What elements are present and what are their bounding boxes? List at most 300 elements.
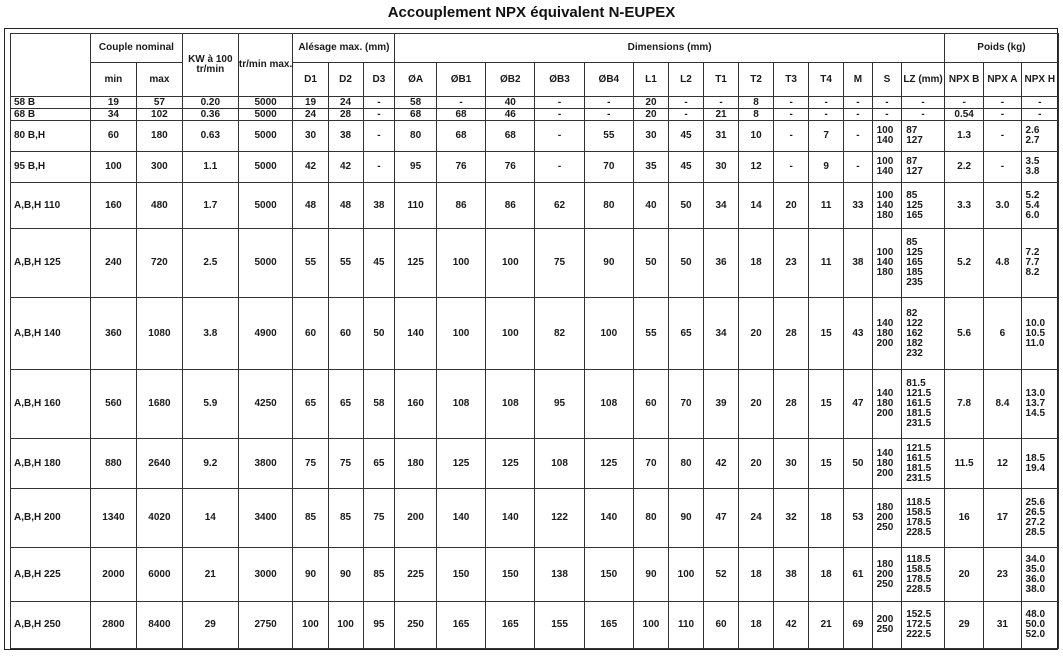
table-cell: 90 xyxy=(633,548,668,602)
table-row xyxy=(11,548,1059,602)
table-cell: 82 122 162 182 232 xyxy=(902,298,945,370)
table-cell: 30 xyxy=(293,121,328,152)
table-cell: 32 xyxy=(774,489,809,548)
table-cell: 5000 xyxy=(238,152,293,183)
table-cell: 18 xyxy=(809,548,844,602)
table-cell: 140 xyxy=(584,489,633,548)
table-cell: 16 xyxy=(944,489,983,548)
subheader-min: min xyxy=(90,63,136,97)
table-cell: 90 xyxy=(584,229,633,298)
subheader-ob2: ØB2 xyxy=(486,63,535,97)
table-cell: 48.0 50.0 52.0 xyxy=(1021,602,1058,649)
row-label-cell: A,B,H 250 xyxy=(11,602,91,649)
table-cell: 165 xyxy=(436,602,485,649)
table-cell: 2800 xyxy=(90,602,136,649)
table-cell: 60 xyxy=(704,602,739,649)
table-cell: 24 xyxy=(328,97,363,109)
header-poids: Poids (kg) xyxy=(944,34,1058,63)
table-cell: - xyxy=(669,109,704,121)
table-cell: 18.5 19.4 xyxy=(1021,439,1058,489)
table-cell: 15 xyxy=(809,370,844,439)
table-row xyxy=(11,152,1059,183)
table-cell: 68 xyxy=(395,109,437,121)
table-cell: 0.54 xyxy=(944,109,983,121)
table-cell: 100 xyxy=(293,602,328,649)
table-cell: 19 xyxy=(90,97,136,109)
table-cell: 15 xyxy=(809,298,844,370)
table-cell: 100 xyxy=(328,602,363,649)
table-cell: - xyxy=(774,97,809,109)
table-cell: 160 xyxy=(90,183,136,229)
table-cell: 50 xyxy=(633,229,668,298)
table-cell: 20 xyxy=(633,109,668,121)
header-trmin: tr/min max. xyxy=(238,34,293,97)
table-cell: 15 xyxy=(809,439,844,489)
table-cell: 10.0 10.5 11.0 xyxy=(1021,298,1058,370)
subheader-ob3: ØB3 xyxy=(535,63,584,97)
table-cell: 82 xyxy=(535,298,584,370)
table-row xyxy=(11,298,1059,370)
table-cell: 28 xyxy=(328,109,363,121)
table-cell: 61 xyxy=(844,548,872,602)
table-cell: 23 xyxy=(774,229,809,298)
table-cell: 76 xyxy=(436,152,485,183)
table-cell: 48 xyxy=(328,183,363,229)
table-cell: 7 xyxy=(809,121,844,152)
table-cell: 7.8 xyxy=(944,370,983,439)
table-cell: 118.5 158.5 178.5 228.5 xyxy=(902,489,945,548)
table-cell: 33 xyxy=(844,183,872,229)
table-cell: 180 xyxy=(395,439,437,489)
table-cell: 95 xyxy=(395,152,437,183)
table-row xyxy=(11,109,1059,121)
table-cell: 48 xyxy=(293,183,328,229)
table-cell: 108 xyxy=(486,370,535,439)
table-cell: 80 xyxy=(395,121,437,152)
table-cell: 150 xyxy=(584,548,633,602)
table-cell: 100 140 xyxy=(872,121,902,152)
header-blank xyxy=(11,34,91,97)
table-cell: 17 xyxy=(984,489,1021,548)
subheader-max: max xyxy=(136,63,182,97)
table-row xyxy=(11,121,1059,152)
subheader-npx-b: NPX B xyxy=(944,63,983,97)
table-cell: - xyxy=(584,109,633,121)
table-cell: 4020 xyxy=(136,489,182,548)
table-cell: 53 xyxy=(844,489,872,548)
table-cell: 5.2 5.4 6.0 xyxy=(1021,183,1058,229)
table-cell: 55 xyxy=(633,298,668,370)
table-cell: - xyxy=(984,109,1021,121)
table-cell: - xyxy=(535,97,584,109)
table-cell: 110 xyxy=(395,183,437,229)
table-cell: 69 xyxy=(844,602,872,649)
table-cell: 20 xyxy=(944,548,983,602)
table-cell: 100 xyxy=(436,298,485,370)
table-cell: 9.2 xyxy=(182,439,238,489)
table-cell: 90 xyxy=(293,548,328,602)
table-cell: 480 xyxy=(136,183,182,229)
table-cell: - xyxy=(844,121,872,152)
table-cell: 5000 xyxy=(238,121,293,152)
subheader-t2: T2 xyxy=(739,63,774,97)
table-cell: 140 180 200 xyxy=(872,298,902,370)
table-cell: - xyxy=(704,97,739,109)
table-cell: 1680 xyxy=(136,370,182,439)
table-cell: 20 xyxy=(774,183,809,229)
table-cell: 50 xyxy=(669,229,704,298)
table-cell: 18 xyxy=(809,489,844,548)
table-cell: 4.8 xyxy=(984,229,1021,298)
table-cell: - xyxy=(902,97,945,109)
table-cell: 70 xyxy=(584,152,633,183)
table-cell: 5.6 xyxy=(944,298,983,370)
table-cell: 90 xyxy=(669,489,704,548)
table-cell: 3.0 xyxy=(984,183,1021,229)
subheader-l1: L1 xyxy=(633,63,668,97)
table-cell: 13.0 13.7 14.5 xyxy=(1021,370,1058,439)
table-cell: 880 xyxy=(90,439,136,489)
table-cell: - xyxy=(1021,109,1058,121)
row-label-cell: A,B,H 125 xyxy=(11,229,91,298)
table-cell: 140 180 200 xyxy=(872,370,902,439)
table-cell: 720 xyxy=(136,229,182,298)
table-cell: 45 xyxy=(363,229,395,298)
table-cell: 5000 xyxy=(238,97,293,109)
table-cell: 85 xyxy=(293,489,328,548)
table-cell: 121.5 161.5 181.5 231.5 xyxy=(902,439,945,489)
table-cell: 0.36 xyxy=(182,109,238,121)
table-cell: 57 xyxy=(136,97,182,109)
table-cell: 6000 xyxy=(136,548,182,602)
table-cell: 65 xyxy=(293,370,328,439)
table-cell: 29 xyxy=(944,602,983,649)
table-cell: 38 xyxy=(774,548,809,602)
table-cell: 100 xyxy=(486,229,535,298)
table-cell: 47 xyxy=(704,489,739,548)
table-cell: 155 xyxy=(535,602,584,649)
table-cell: - xyxy=(844,97,872,109)
header-couple: Couple nominal xyxy=(90,34,182,63)
table-cell: 31 xyxy=(704,121,739,152)
table-cell: 5000 xyxy=(238,183,293,229)
table-cell: 68 xyxy=(436,109,485,121)
table-cell: 160 xyxy=(395,370,437,439)
table-cell: 240 xyxy=(90,229,136,298)
table-cell: 50 xyxy=(844,439,872,489)
table-cell: 7.2 7.7 8.2 xyxy=(1021,229,1058,298)
table-cell: 24 xyxy=(293,109,328,121)
table-cell: 125 xyxy=(486,439,535,489)
table-row xyxy=(11,439,1059,489)
table-cell: 6 xyxy=(984,298,1021,370)
table-cell: 122 xyxy=(535,489,584,548)
table-cell: 100 xyxy=(584,298,633,370)
table-cell: - xyxy=(535,152,584,183)
table-cell: 34 xyxy=(90,109,136,121)
table-cell: 85 xyxy=(363,548,395,602)
table-cell: 100 xyxy=(486,298,535,370)
table-row xyxy=(11,602,1059,649)
page-title: Accouplement NPX équivalent N-EUPEX xyxy=(387,4,676,21)
subheader-lz: LZ (mm) xyxy=(902,63,945,97)
table-cell: 85 xyxy=(328,489,363,548)
table-cell: 100 140 180 xyxy=(872,183,902,229)
row-label-cell: 80 B,H xyxy=(11,121,91,152)
table-cell: 47 xyxy=(844,370,872,439)
table-cell: 2.6 2.7 xyxy=(1021,121,1058,152)
table-cell: 100 xyxy=(90,152,136,183)
table-cell: 70 xyxy=(669,370,704,439)
table-cell: 100 xyxy=(669,548,704,602)
table-cell: 18 xyxy=(739,229,774,298)
subheader-oa: ØA xyxy=(395,63,437,97)
table-cell: - xyxy=(436,97,485,109)
table-body xyxy=(11,97,1059,649)
table-cell: 8400 xyxy=(136,602,182,649)
table-cell: 42 xyxy=(704,439,739,489)
table-cell: 12 xyxy=(739,152,774,183)
table-cell: 23 xyxy=(984,548,1021,602)
table-cell: 45 xyxy=(669,121,704,152)
table-cell: - xyxy=(944,97,983,109)
table-cell: 52 xyxy=(704,548,739,602)
table-row xyxy=(11,370,1059,439)
table-cell: 18 xyxy=(739,548,774,602)
subheader-npx-a: NPX A xyxy=(984,63,1021,97)
table-cell: 3400 xyxy=(238,489,293,548)
table-cell: 20 xyxy=(739,298,774,370)
table-cell: - xyxy=(902,109,945,121)
table-cell: 1.1 xyxy=(182,152,238,183)
table-cell: 45 xyxy=(669,152,704,183)
table-cell: - xyxy=(844,152,872,183)
table-cell: 2.2 xyxy=(944,152,983,183)
table-row xyxy=(11,97,1059,109)
table-cell: 140 xyxy=(486,489,535,548)
table-cell: 28 xyxy=(774,298,809,370)
table-cell: 50 xyxy=(669,183,704,229)
table-cell: 50 xyxy=(363,298,395,370)
table-row xyxy=(11,489,1059,548)
table-cell: 14 xyxy=(182,489,238,548)
table-cell: 87 127 xyxy=(902,152,945,183)
table-cell: - xyxy=(584,97,633,109)
table-cell: - xyxy=(1021,97,1058,109)
table-cell: 70 xyxy=(633,439,668,489)
table-cell: 80 xyxy=(633,489,668,548)
table-cell: 8 xyxy=(739,109,774,121)
table-cell: 31 xyxy=(984,602,1021,649)
subheader-d2: D2 xyxy=(328,63,363,97)
table-cell: 20 xyxy=(633,97,668,109)
table-cell: 21 xyxy=(809,602,844,649)
table-cell: 35 xyxy=(633,152,668,183)
table-cell: 118.5 158.5 178.5 228.5 xyxy=(902,548,945,602)
table-cell: 46 xyxy=(486,109,535,121)
subheader-ob4: ØB4 xyxy=(584,63,633,97)
table-cell: 95 xyxy=(363,602,395,649)
table-cell: 86 xyxy=(436,183,485,229)
table-cell: 8 xyxy=(739,97,774,109)
table-cell: 125 xyxy=(584,439,633,489)
table-cell: 140 180 200 xyxy=(872,439,902,489)
table-cell: 60 xyxy=(293,298,328,370)
table-cell: 150 xyxy=(486,548,535,602)
table-cell: 12 xyxy=(984,439,1021,489)
table-cell: 85 125 165 xyxy=(902,183,945,229)
table-cell: 75 xyxy=(363,489,395,548)
table-cell: 76 xyxy=(486,152,535,183)
table-cell: - xyxy=(774,152,809,183)
row-label-cell: 68 B xyxy=(11,109,91,121)
table-cell: 86 xyxy=(486,183,535,229)
table-cell: 1080 xyxy=(136,298,182,370)
table-cell: 65 xyxy=(363,439,395,489)
table-cell: 39 xyxy=(704,370,739,439)
table-cell: 38 xyxy=(844,229,872,298)
table-cell: 60 xyxy=(90,121,136,152)
table-cell: 18 xyxy=(739,602,774,649)
table-cell: 108 xyxy=(535,439,584,489)
table-cell: 125 xyxy=(395,229,437,298)
table-cell: 38 xyxy=(363,183,395,229)
table-cell: 1.3 xyxy=(944,121,983,152)
table-cell: 4250 xyxy=(238,370,293,439)
table-cell: - xyxy=(363,97,395,109)
table-cell: 152.5 172.5 222.5 xyxy=(902,602,945,649)
table-cell: - xyxy=(363,109,395,121)
table-cell: 24 xyxy=(739,489,774,548)
table-cell: - xyxy=(535,121,584,152)
table-cell: - xyxy=(774,109,809,121)
table-cell: - xyxy=(363,121,395,152)
subheader-l2: L2 xyxy=(669,63,704,97)
table-cell: 5000 xyxy=(238,109,293,121)
table-cell: 11.5 xyxy=(944,439,983,489)
table-cell: 95 xyxy=(535,370,584,439)
table-cell: 1340 xyxy=(90,489,136,548)
table-cell: 360 xyxy=(90,298,136,370)
table-cell: 34 xyxy=(704,183,739,229)
table-cell: - xyxy=(774,121,809,152)
table-cell: 0.20 xyxy=(182,97,238,109)
table-cell: 165 xyxy=(486,602,535,649)
table-cell: 108 xyxy=(584,370,633,439)
table-cell: 55 xyxy=(293,229,328,298)
table-cell: 150 xyxy=(436,548,485,602)
table-cell: 2000 xyxy=(90,548,136,602)
table-cell: 2640 xyxy=(136,439,182,489)
table-cell: 21 xyxy=(182,548,238,602)
row-label-cell: A,B,H 140 xyxy=(11,298,91,370)
table-cell: 90 xyxy=(328,548,363,602)
table-cell: 34 xyxy=(704,298,739,370)
table-cell: 180 200 250 xyxy=(872,548,902,602)
table-cell: 68 xyxy=(436,121,485,152)
table-cell: 25.6 26.5 27.2 28.5 xyxy=(1021,489,1058,548)
table-cell: - xyxy=(844,109,872,121)
table-cell: 138 xyxy=(535,548,584,602)
subheader-d3: D3 xyxy=(363,63,395,97)
table-cell: 14 xyxy=(739,183,774,229)
table-cell: 8.4 xyxy=(984,370,1021,439)
table-cell: 100 140 180 xyxy=(872,229,902,298)
table-row xyxy=(11,183,1059,229)
table-cell: 60 xyxy=(328,298,363,370)
table-cell: 20 xyxy=(739,370,774,439)
table-cell: 110 xyxy=(669,602,704,649)
table-cell: 125 xyxy=(436,439,485,489)
table-cell: 225 xyxy=(395,548,437,602)
specs-table xyxy=(10,33,1059,649)
row-label-cell: A,B,H 180 xyxy=(11,439,91,489)
row-label-cell: 95 B,H xyxy=(11,152,91,183)
subheader-d1: D1 xyxy=(293,63,328,97)
subheader-s: S xyxy=(872,63,902,97)
subheader-ob1: ØB1 xyxy=(436,63,485,97)
table-cell: 81.5 121.5 161.5 181.5 231.5 xyxy=(902,370,945,439)
row-label-cell: A,B,H 110 xyxy=(11,183,91,229)
table-cell: 11 xyxy=(809,183,844,229)
table-cell: 42 xyxy=(328,152,363,183)
table-cell: 85 125 165 185 235 xyxy=(902,229,945,298)
table-cell: 165 xyxy=(584,602,633,649)
table-cell: 100 140 xyxy=(872,152,902,183)
row-label-cell: A,B,H 200 xyxy=(11,489,91,548)
table-cell: 560 xyxy=(90,370,136,439)
row-label-cell: A,B,H 160 xyxy=(11,370,91,439)
table-cell: 10 xyxy=(739,121,774,152)
table-cell: 40 xyxy=(633,183,668,229)
table-cell: 36 xyxy=(704,229,739,298)
table-cell: 75 xyxy=(293,439,328,489)
table-cell: 11 xyxy=(809,229,844,298)
table-cell: 40 xyxy=(486,97,535,109)
table-cell: 28 xyxy=(774,370,809,439)
subheader-t3: T3 xyxy=(774,63,809,97)
subheader-m: M xyxy=(844,63,872,97)
table-cell: 3.5 3.8 xyxy=(1021,152,1058,183)
table-cell: - xyxy=(872,109,902,121)
table-cell: 29 xyxy=(182,602,238,649)
table-cell: 58 xyxy=(363,370,395,439)
table-cell: 5000 xyxy=(238,229,293,298)
table-cell: - xyxy=(984,121,1021,152)
header-dimensions: Dimensions (mm) xyxy=(395,34,945,63)
table-cell: 100 xyxy=(633,602,668,649)
table-cell: 34.0 35.0 36.0 38.0 xyxy=(1021,548,1058,602)
row-label-cell: 58 B xyxy=(11,97,91,109)
table-cell: 87 127 xyxy=(902,121,945,152)
table-cell: - xyxy=(535,109,584,121)
table-cell: - xyxy=(984,97,1021,109)
table-cell: 42 xyxy=(774,602,809,649)
table-cell: 75 xyxy=(535,229,584,298)
table-cell: - xyxy=(669,97,704,109)
table-cell: 9 xyxy=(809,152,844,183)
table-cell: 21 xyxy=(704,109,739,121)
table-cell: 30 xyxy=(633,121,668,152)
table-cell: 300 xyxy=(136,152,182,183)
table-cell: 140 xyxy=(436,489,485,548)
table-cell: - xyxy=(363,152,395,183)
table-row xyxy=(11,229,1059,298)
table-cell: 100 xyxy=(436,229,485,298)
table-cell: 19 xyxy=(293,97,328,109)
table-cell: 55 xyxy=(584,121,633,152)
header-kw: KW à 100 tr/min xyxy=(182,34,238,97)
